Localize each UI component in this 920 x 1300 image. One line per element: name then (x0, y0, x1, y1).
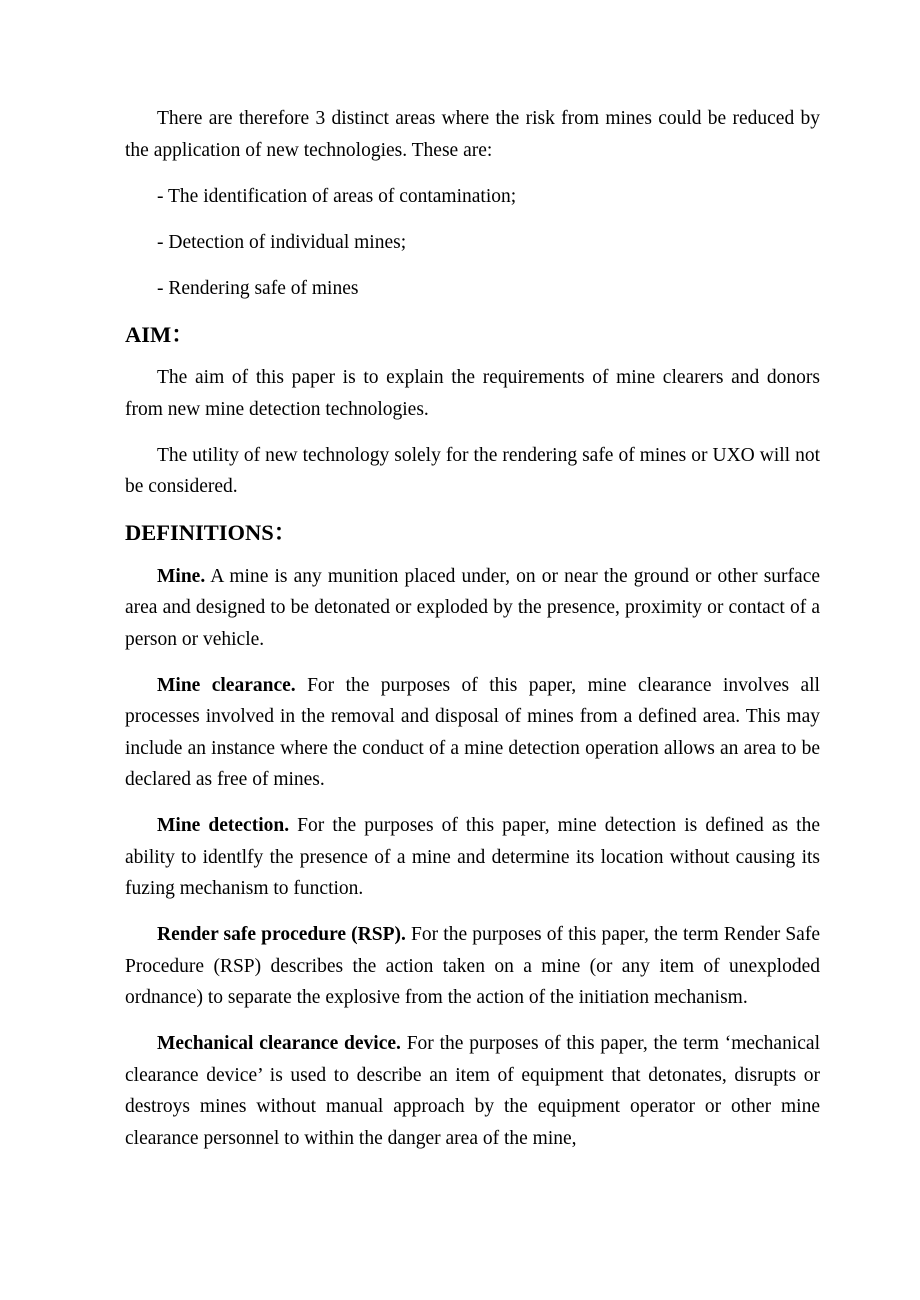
definition-text: For the purposes of this paper, the term Render Safe Procedure (RSP) describes the action taken on a mine (or any item of unexploded ordnance) to separate the explosive from the action of the initiation mechanism. (125, 924, 820, 1008)
page-content (125, 103, 820, 1154)
intro-paragraph: There are therefore 3 distinct areas where the risk from mines could be reduced by the application of new technologies. These are: (125, 108, 820, 161)
definition-mine (125, 561, 820, 656)
definition-term: Mine clearance. (157, 674, 296, 696)
definition-text: For the purposes of this paper, mine clearance involves all processes involved in the removal and disposal of mines from a defined area. This may include an instance where the conduct of a mine detection operation allows an area to be declared as free of mines. (125, 674, 820, 790)
definition-term: Mine detection. (157, 815, 290, 836)
aim-paragraph: The utility of new technology solely for the rendering safe of mines or UXO will not be considered. (125, 444, 820, 497)
list-item-rendering-safe: - Rendering safe of mines (157, 277, 359, 299)
definition-text: A mine is any munition placed under, on or near the ground or other surface area and designed to be detonated or exploded by the presence, proximity or contact of a person or vehicle. (125, 565, 820, 650)
definition-term: Render safe procedure (RSP). (157, 924, 406, 945)
definition-term: Mechanical clearance device. (157, 1033, 401, 1054)
aim-heading: AIM： (125, 321, 194, 347)
aim-paragraph: The aim of this paper is to explain the requirements of mine clearers and donors from new mine detection technologies. (125, 367, 820, 420)
definition-mechanical-clearance-device (125, 1028, 820, 1154)
definition-text: For the purposes of this paper, mine detection is defined as the ability to identlfy the presence of a mine and determine its location without causing its fuzing mechanism to function. (125, 815, 821, 899)
list-item-contamination: - The identification of areas of contamination; (157, 185, 517, 207)
list-item-detection: - Detection of individual mines; (157, 231, 407, 253)
definition-text: For the purposes of this paper, the term ‘mechanical clearance device’ is used to describe an item of equipment that detonates, disrupts or destroys mines without manual approach by the equipment operator or other mine clearance personnel to within the danger area of the mine, (125, 1033, 820, 1149)
definition-term: Mine. (157, 565, 206, 587)
definitions-heading: DEFINITIONS： (125, 520, 297, 545)
definition-mine-detection (125, 810, 820, 905)
definition-render-safe-procedure (125, 919, 820, 1014)
definition-mine-clearance (125, 670, 820, 796)
